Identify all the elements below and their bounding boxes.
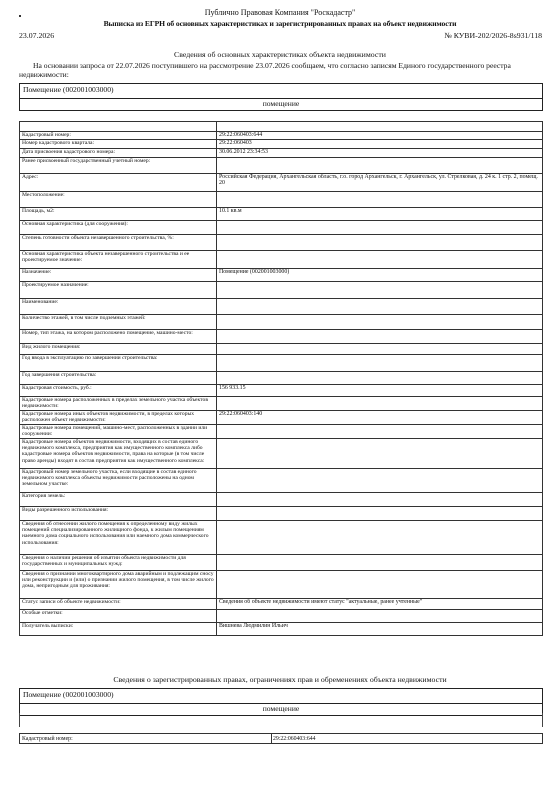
row-value: 29:22:060403 (217, 140, 543, 149)
rights-cadastral-value: 29:22:060403:644 (273, 736, 316, 742)
table-row (20, 599, 543, 610)
table-row (20, 208, 543, 221)
row-value: Российская Федерация, Архангельская область, г.о. город Архангельск, г. Архангельск, ул. Стрелковая, д. 24 к. 1 стр. 2, помещ. 20 (217, 174, 543, 192)
row-value (217, 610, 543, 623)
row-key: Кадастровые номера иных объектов недвижимости, в пределах которых расположен объект недвижимости: (20, 411, 217, 425)
table-row (20, 235, 543, 251)
object-box (19, 83, 543, 111)
row-value (217, 192, 543, 208)
table-row (20, 282, 543, 299)
row-key: Ранее присвоенный государственный учетный номер: (20, 158, 217, 174)
table-row (20, 425, 543, 439)
row-key: Особые отметки: (20, 610, 217, 623)
row-value: 10.1 кв.м (217, 208, 543, 221)
row-key: Сведения о признании многоквартирного дома аварийным и подлежащим сносу или реконструкции и (или) о признании жилого помещения, в том числе жилого дома, непригодным для проживания: (20, 571, 217, 599)
row-value (217, 469, 543, 493)
row-value: 29:22:060403:644 (217, 132, 543, 140)
row-value (217, 507, 543, 521)
row-key: Кадастровый номер: (20, 132, 217, 140)
row-key: Сведения об отнесении жилого помещения к определенному виду жилых помещений специализированного жилищного фонда, к жилым помещениям наемного дома социального использования или наемного дома коммерческого использования: (20, 521, 217, 555)
table-row (20, 149, 543, 158)
spacer-cell (217, 122, 543, 132)
row-value (217, 330, 543, 344)
row-key: Кадастровая стоимость, руб.: (20, 385, 217, 397)
table-row (20, 192, 543, 208)
table-row (20, 372, 543, 385)
rights-object-box (19, 688, 543, 716)
row-key: Номер кадастрового квартала: (20, 140, 217, 149)
rights-cadastral-row (19, 733, 543, 744)
table-spacer-row (20, 122, 543, 132)
rights-object-type: помещение (262, 704, 300, 713)
row-key: Основная характеристика (для сооружения): (20, 221, 217, 235)
table-row (20, 221, 543, 235)
table-row (20, 555, 543, 571)
rights-cadastral-key: Кадастровый номер: (22, 736, 73, 742)
row-value: Вишнева Людмилин Ильич (217, 623, 543, 636)
row-value (217, 425, 543, 439)
row-value (217, 158, 543, 174)
table-row (20, 344, 543, 355)
row-key: Получатель выписки: (20, 623, 217, 636)
row-key: Площадь, м2: (20, 208, 217, 221)
issue-date: 23.07.2026 (19, 31, 55, 40)
object-label: Помещение (002001003000) (20, 84, 542, 99)
table-row (20, 493, 543, 507)
table-row (20, 385, 543, 397)
table-row (20, 315, 543, 330)
table-row (20, 623, 543, 636)
table-row (20, 158, 543, 174)
rights-object-label: Помещение (002001003000) (20, 689, 542, 704)
row-key: Адрес: (20, 174, 217, 192)
row-key: Наименование: (20, 299, 217, 315)
row-key: Кадастровые номера объектов недвижимости, входящих в состав единого недвижимого комплекса, предприятия как имущественного комплекса либо кадастровые номера объектов недвижимости, права на которые (в том числе право аренды) входят в состав предприятия как имущественного комплекса: (20, 439, 217, 469)
company-name: Публично Правовая Компания "Роскадастр" (204, 8, 356, 17)
table-row (20, 610, 543, 623)
table-row (20, 251, 543, 269)
table-row (20, 469, 543, 493)
row-value (217, 299, 543, 315)
table-row (20, 521, 543, 555)
row-value (217, 221, 543, 235)
row-value (217, 493, 543, 507)
table-row (20, 299, 543, 315)
row-value: 29:22:060403:140 (217, 411, 543, 425)
section-1-title: Сведения об основных характеристиках объекта недвижимости (174, 50, 386, 59)
row-key: Год завершения строительства: (20, 372, 217, 385)
table-row (20, 132, 543, 140)
row-value (217, 555, 543, 571)
row-key: Кадастровый номер земельного участка, если входящие в состав единого недвижимого комплекса объекты недвижимости расположены на одном земельном участке: (20, 469, 217, 493)
column-separator (271, 734, 272, 743)
row-value (217, 355, 543, 372)
row-value (217, 372, 543, 385)
row-value (217, 235, 543, 251)
rights-table-gap (19, 713, 543, 727)
row-value (217, 521, 543, 555)
row-key: Дата присвоения кадастрового номера: (20, 149, 217, 158)
table-row (20, 330, 543, 344)
table-row (20, 411, 543, 425)
row-value (217, 315, 543, 330)
row-value (217, 571, 543, 599)
row-value (217, 439, 543, 469)
row-value (217, 282, 543, 299)
row-key: Назначение: (20, 269, 217, 282)
row-key: Виды разрешенного использования: (20, 507, 217, 521)
spacer-cell (20, 122, 217, 132)
row-key: Количество этажей, в том числе подземных этажей: (20, 315, 217, 330)
table-row (20, 571, 543, 599)
row-key: Год ввода в эксплуатацию по завершении строительства: (20, 355, 217, 372)
row-key: Проектируемое назначение: (20, 282, 217, 299)
table-row (20, 397, 543, 411)
row-key: Категория земель: (20, 493, 217, 507)
row-key: Местоположение: (20, 192, 217, 208)
table-row (20, 174, 543, 192)
row-key: Кадастровые номера помещений, машино-мест, расположенных в здании или сооружении: (20, 425, 217, 439)
table-row (20, 140, 543, 149)
document-title: Выписка из ЕГРН об основных характеристиках и зарегистрированных правах на объект недвижимости (103, 19, 457, 28)
row-key: Основная характеристика объекта незавершенного строительства и ее проектируемое значение: (20, 251, 217, 269)
row-value: Помещение (002001003000) (217, 269, 543, 282)
table-row (20, 355, 543, 372)
characteristics-table (19, 121, 543, 636)
row-key: Кадастровые номера расположенных в пределах земельного участка объектов недвижимости: (20, 397, 217, 411)
table-row (20, 439, 543, 469)
row-value: Сведения об объекте недвижимости имеют статус "актуальные, ранее учтенные" (217, 599, 543, 610)
row-value (217, 397, 543, 411)
document-reference: № КУВИ-202/2026-8s931/118 (444, 31, 542, 40)
section-2-title: Сведения о зарегистрированных правах, ограничениях прав и обременениях объекта недвижимости (113, 675, 447, 684)
row-key: Номер, тип этажа, на котором расположено помещение, машино-место: (20, 330, 217, 344)
row-key: Степень готовности объекта незавершенного строительства, %: (20, 235, 217, 251)
row-key: Сведения о наличии решения об изъятии объекта недвижимости для государственных и муниципальных нужд: (20, 555, 217, 571)
row-value (217, 344, 543, 355)
row-value: 30.06.2012 23:34:53 (217, 149, 543, 158)
row-key: Статус записи об объекте недвижимости: (20, 599, 217, 610)
row-value: 156 933.15 (217, 385, 543, 397)
row-key: Вид жилого помещения: (20, 344, 217, 355)
object-type: помещение (262, 99, 300, 108)
row-value (217, 251, 543, 269)
table-row (20, 507, 543, 521)
table-row (20, 269, 543, 282)
intro-paragraph: На основании запроса от 22.07.2026 поступившего на рассмотрение 23.07.2026 сообщаем, что согласно записям Единого государственного реестра недвижимости: (19, 61, 511, 79)
